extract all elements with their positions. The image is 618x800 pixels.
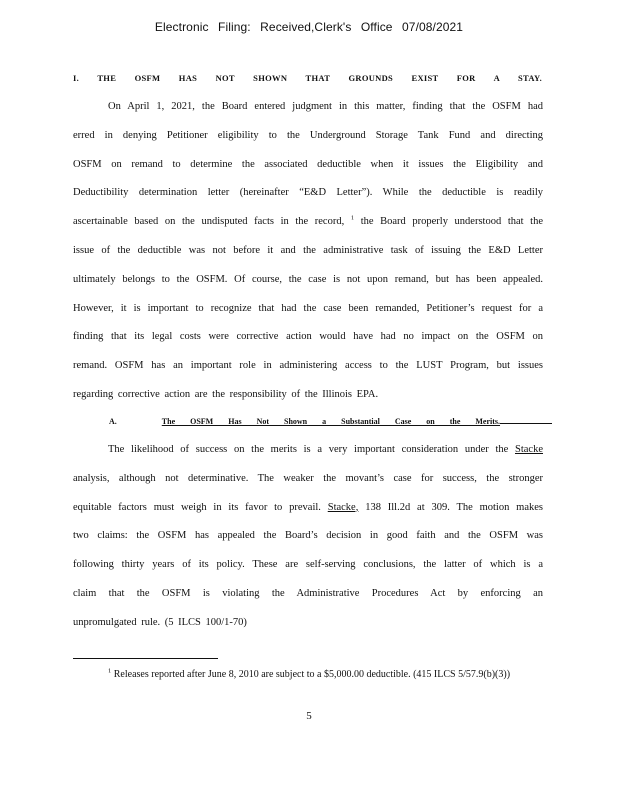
paragraph-line <box>73 494 543 523</box>
paragraph-line <box>73 436 543 465</box>
paragraph-line: ultimately belongs to the OSFM. Of course, the case is not upon remand, but has been appealed. <box>73 273 543 285</box>
page-number: 5 <box>306 710 312 722</box>
paragraph-line: following thirty years of its policy. These are self-serving conclusions, the latter of which is a <box>73 559 543 571</box>
paragraph-line: analysis, although not determinative. The weaker the movant’s case for success, the stronger <box>73 472 543 484</box>
paragraph-line: remand. OSFM has an important role in administering access to the LUST Program, but issues <box>73 360 543 372</box>
paragraph-line-part: ascertainable based on the undisputed facts in the record, <box>73 216 345 228</box>
subsection-title: The OSFM Has Not Shown a Substantial Case on the Merits. <box>161 417 501 426</box>
paragraph-line-part: equitable factors must weigh in its favor to prevail. <box>73 501 321 513</box>
paragraph-line: Deductibility determination letter (hereinafter “E&D Letter”). While the deductible is readily <box>73 187 543 199</box>
section-heading <box>73 73 542 83</box>
subsection-letter: A. <box>109 417 117 426</box>
section-number: I. <box>73 73 80 83</box>
footnote <box>73 668 530 682</box>
paragraph-line: OSFM on remand to determine the associated deductible when it issues the Eligibility and <box>73 158 543 170</box>
paragraph-line-part: the Board properly understood that the <box>360 216 544 228</box>
paragraph-line-with-footnote <box>73 208 543 237</box>
paragraph-ruling <box>73 93 543 410</box>
footnote-marker: 1 <box>108 667 112 675</box>
footnote-text: Releases reported after June 8, 2010 are subject to a $5,000.00 deductible. (415 ILCS 5/57.9(b)(3)) <box>113 669 511 680</box>
subsection-heading <box>109 417 552 426</box>
paragraph-line: erred in denying Petitioner eligibility to the Underground Storage Tank Fund and directing <box>73 129 543 141</box>
paragraph-line: finding that its legal costs were corrective action would have had no impact on the OSFM on <box>73 331 543 343</box>
footnote-divider <box>73 658 218 659</box>
filing-stamp-header: Electronic Filing: Received,Clerk's Office 07/08/2021 <box>154 20 464 34</box>
case-citation: Stacke, <box>327 501 359 513</box>
paragraph-line: issue of the deductible was not before it and the administrative task of issuing the E&D Letter <box>73 244 543 256</box>
case-citation: Stacke <box>515 444 543 455</box>
paragraph-line: two claims: the OSFM has appealed the Board’s decision in good faith and the OSFM was <box>73 530 543 542</box>
paragraph-line: On April 1, 2021, the Board entered judgment in this matter, finding that the OSFM had <box>108 101 543 112</box>
paragraph-line: unpromulgated rule. (5 ILCS 100/1-70) <box>73 616 247 628</box>
paragraph-merits <box>73 436 543 638</box>
paragraph-line: claim that the OSFM is violating the Administrative Procedures Act by enforcing an <box>73 587 543 599</box>
paragraph-line: regarding corrective action are the responsibility of the Illinois EPA. <box>73 388 379 400</box>
paragraph-line-part: The likelihood of success on the merits is a very important consideration under the <box>108 444 509 455</box>
footnote-reference: 1 <box>350 214 355 222</box>
paragraph-line: However, it is important to recognize that had the case been remanded, Petitioner’s request for a <box>73 302 543 314</box>
underline-rule <box>500 422 552 424</box>
paragraph-line-part: 138 Ill.2d at 309. The motion makes <box>365 501 543 513</box>
section-title: THE OSFM HAS NOT SHOWN THAT GROUNDS EXIST FOR A STAY. <box>97 73 543 83</box>
